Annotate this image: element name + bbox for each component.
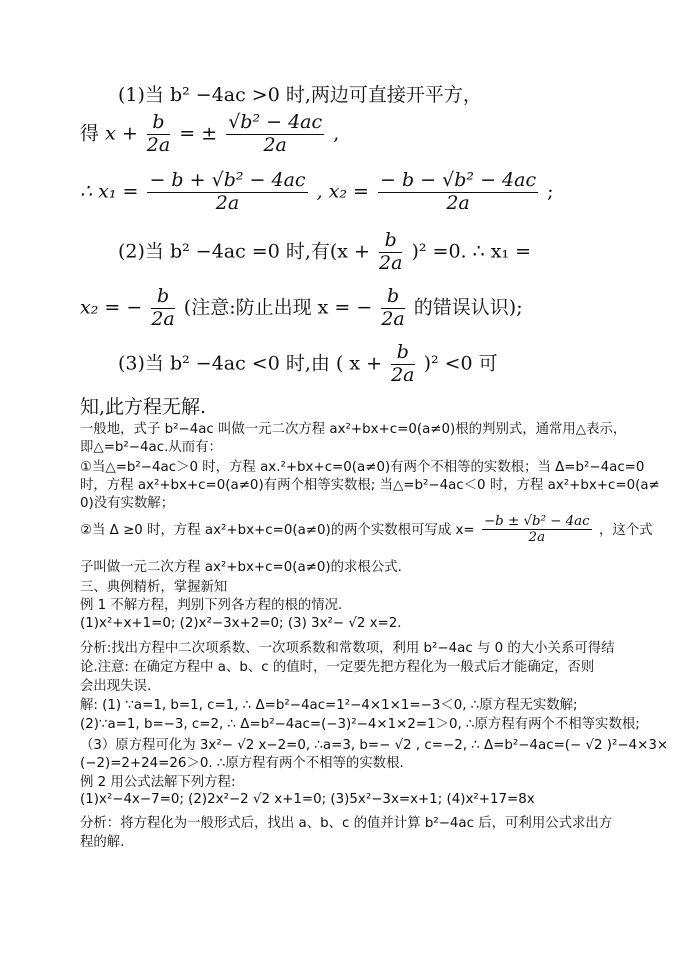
x2-fraction [378,170,538,215]
denominator: 2a [263,133,287,156]
denominator: 2a [528,530,546,546]
example2-title: 例 2 用公式法解下列方程: [80,775,236,790]
case3-tail: )² <0 可 [423,352,498,375]
case3-line [118,342,498,387]
case2-tail: )² =0. ∴ x₁ = [411,240,532,263]
analysis2-line-1: 分析：将方程化为一般形式后，找出 a、b、c 的值并计算 b²−4ac 后，可利用公式求出方 [80,816,613,831]
note-end: 的错误认识); [413,296,523,319]
numerator: b [391,342,414,365]
para-line-2: 即△=b²−4ac.从而有： [80,440,222,455]
note-text: (注意:防止出现 x = − [183,296,373,319]
x2-lhs: , x₂ = [316,180,369,203]
analysis-line-1: 分析:找出方程中二次项系数、一次项系数和常数项，利用 b²−4ac 与 0 的大小关系可得结 [80,641,615,656]
numerator: − b − √b² − 4ac [380,169,537,191]
denominator: 2a [391,363,415,386]
example2-equations: (1)x²−4x−7=0; (2)2x²−2 √2 x+1=0; (3)5x²−3x=x+1; (4)x²+17=8x [80,792,535,807]
numerator: b [151,286,174,309]
para-line-3: ①当△=b²−4ac＞0 时，方程 ax.²+bx+c=0(a≠0)有两个不相等的实数根；当 Δ=b²−4ac=0 [80,460,645,475]
fraction-b-2a [147,112,170,157]
quadratic-formula-fraction [482,514,592,546]
solution-line-1: 解: (1) ∵a=1, b=1, c=1, ∴ Δ=b²−4ac=1²−4×1×1=−3＜0, ∴原方程无实数解; [80,698,578,713]
equals-pm: = ± [179,122,218,145]
numerator: b [147,112,170,135]
de-label: 得 [80,122,100,145]
example1-equations: (1)x²+x+1=0; (2)x²−3x+2=0; (3) 3x²− √2 x=2. [80,616,402,631]
analysis2-line-2: 程的解. [80,835,125,850]
denominator: 2a [215,191,240,214]
case3-conclusion: 知,此方程无解. [80,396,207,418]
fraction-b-2a-note [381,286,404,331]
denominator: 2a [446,191,470,214]
denominator: 2a [381,307,405,330]
fraction-b-2a [391,342,414,387]
roots-line [80,170,554,215]
comma: , [333,122,340,145]
numerator: √b² − 4ac [228,111,323,133]
numerator: b [381,286,404,309]
para-line-7: 子叫做一元二次方程 ax²+bx+c=0(a≠0)的求根公式. [80,560,402,575]
numerator: −b ± √b² − 4ac [483,514,590,529]
x2-lhs: x₂ = − [80,296,143,319]
para-line-4: 时，方程 ax²+bx+c=0(a≠0)有两个相等实数根; 当△=b²−4ac＜0 时，方程 ax²+bx+c=0(a≠ [80,478,660,493]
denominator: 2a [379,251,403,274]
analysis-line-3: 会出现失误. [80,679,152,694]
solution-line-3: （3）原方程可化为 3x²− √2 x−2=0, ∴a=3, b=− √2 , c=−2, ∴ Δ=b²−4ac=(− √2 )²−4×3× [80,738,669,753]
numerator: − b + √b² − 4ac [149,169,306,191]
solution-line-2: (2)∵a=1, b=−3, c=2, ∴ Δ=b²−4ac=(−3)²−4×1×2=1＞0, ∴原方程有两个不相等实数根; [80,717,640,732]
fraction-b-2a [151,286,174,331]
para-line-5: 0)没有实数解； [80,496,175,511]
para-line-1: 一般地，式子 b²−4ac 叫做一元二次方程 ax²+bx+c=0(a≠0)根的判别式，通常用△表示， [80,422,627,437]
case2-line [118,230,531,275]
x1-fraction [147,170,307,215]
denominator: 2a [146,133,171,156]
case2-x2-line [80,286,523,331]
formula-line [80,514,653,546]
formula-text: ②当 Δ ≥0 时，方程 ax²+bx+c=0(a≠0)的两个实数根可写成 x= [80,522,475,538]
case3-text: (3)当 b² −4ac <0 时,由 ( x + [118,352,383,375]
example1-title: 例 1 不解方程，判别下列各方程的根的情况. [80,598,343,613]
fraction-b-2a [379,230,402,275]
case1-intro: (1)当 b² −4ac >0 时,两边可直接开平方， [118,84,482,106]
lhs: x + [105,122,138,145]
solution-line-4: (−2)=2+24=26＞0. ∴原方程有两个不相等的实数根. [80,756,404,771]
case1-root-line [80,112,339,157]
case2-text: (2)当 b² −4ac =0 时,有(x + [118,240,370,263]
formula-tail: ，这个式 [598,522,653,538]
semicolon: ; [547,180,554,203]
fraction-sqrt [226,112,324,157]
analysis-line-2: 论.注意: 在确定方程中 a、b、c 的值时，一定要先把方程化为一般式后才能确定，否则 [80,660,595,675]
section-heading: 三、典例精析，掌握新知 [80,580,228,595]
numerator: b [379,230,402,253]
x1-lhs: ∴ x₁ = [80,180,139,203]
denominator: 2a [151,307,175,330]
